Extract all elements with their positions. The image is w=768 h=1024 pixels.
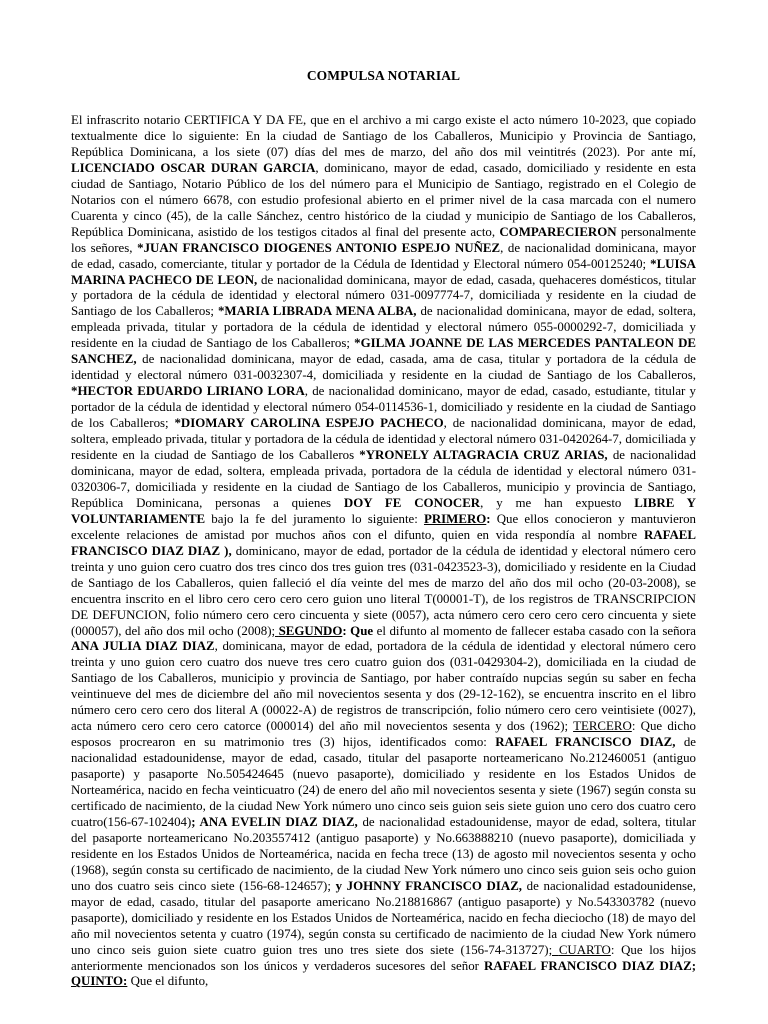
text-run: , de nacionalidad dominicano, mayor de edad, casado, estudiante, titular y portador de la cédula de identidad y electoral número 054-0114536-1, domiciliado y residente en la ciudad de Santiago de los Caballeros; xyxy=(71,384,697,431)
text-run: , y me han expuesto xyxy=(480,495,635,510)
emphasized-text-run: : Que xyxy=(342,623,374,638)
emphasized-text-run: PRIMERO xyxy=(423,511,487,526)
emphasized-text-run: DOY FE CONOCER xyxy=(343,495,481,510)
emphasized-text-run: RAFAEL FRANCISCO DIAZ, xyxy=(495,735,676,750)
emphasized-text-run: LIBRE Y VOLUNTARIAMENTE xyxy=(71,495,696,526)
text-run: Que el difunto, xyxy=(127,974,209,989)
emphasized-text-run: RAFAEL FRANCISCO DIAZ DIAZ; xyxy=(484,958,696,973)
emphasized-text-run: *MARIA LIBRADA MENA ALBA, xyxy=(217,304,417,319)
emphasized-text-run: *GILMA JOANNE DE LAS MERCEDES PANTALEON DE SANCHEZ, xyxy=(71,336,696,367)
text-run: , de nacionalidad dominicana, mayor de edad, casado, comerciante, titular y portador de la Cédula de Identidad y Electoral número 054-00125240; xyxy=(71,240,697,271)
emphasized-text-run: ; ANA EVELIN DIAZ DIAZ, xyxy=(191,814,358,829)
text-run: de nacionalidad dominicana, mayor de edad, casada, quehaceres domésticos, titular y portadora de la cédula de identidad y electoral número 031-0097774-7, domiciliada y residente en la ciudad de Santiago de los Caballeros; xyxy=(71,272,696,319)
text-run: de nacionalidad dominicana, mayor de edad, soltera, empleada privada, titular y portadora de la cédula de identidad y electoral número 055-0000292-7, domiciliada y residente en la ciudad de Santiago de los Caballeros; xyxy=(71,304,696,351)
text-run: de nacionalidad estadounidense, mayor de edad, casado, titular del pasaporte americano No.218816867 (antiguo pasaporte) y No.543303782 (nuevo pasaporte), domiciliado y residente en los Estados Unidos de Norteamérica, nacido en fecha dieciocho (18) de mayo del año mil novecientos setenta y cuatro (1974), según consta su certificado de nacimiento de la ciudad New York número uno cinco seis guion siete cuatro guion tres uno tres siete dos siete (156-74-313727) xyxy=(71,878,696,957)
text-run: de nacionalidad estadounidense, mayor de edad, soltera, titular del pasaporte norteamericano No.203557412 (antiguo pasaporte) y No.663888210 (nuevo pasaporte), domiciliada y residente en los Estados Unidos de Norteamérica, nacida en fecha trece (13) de agosto mil novecientos sesenta y ocho (1968), según consta su certificado de nacimiento, de la ciudad New York número uno cinco seis guion seis ocho guion uno dos cuatro seis cinco siete (156-68-124657); xyxy=(71,814,696,893)
text-run: de nacionalidad estadounidense, mayor de edad, casado, titular del pasaporte norteamericano No.212460051 (antiguo pasaporte) y pasaporte No.505424645 (nuevo pasaporte), domiciliado y residente en los Estados Unidos de Norteamérica, nacido en fecha veinticuatro (24) de enero del año mil novecientos sesenta y siete (1967) según consta su certificado de nacimiento, de la ciudad New York número uno cinco seis guion seis siete guion uno cero dos cuatro cero cuatro(156-67-102404) xyxy=(71,735,697,829)
text-run: personalmente los señores, xyxy=(71,224,696,255)
text-run: , dominicano, mayor de edad, casado, domiciliado y residente en esta ciudad de Santiago, Notario Público de los del número para el Municipio de Santiago, registrado en el Colegio de Notarios con el número 6678, con estudio profesional abierto en el primer nivel de la casa marcada con el numero Cuarenta y cinco (45), de la calle Sánchez, centro histórico de la ciudad y municipio de Santiago de los Caballeros, República Dominicana, asistido de los testigos citados al final del presente acto, xyxy=(71,160,696,239)
emphasized-text-run: *DIOMARY CAROLINA ESPEJO PACHECO xyxy=(174,416,444,431)
emphasized-text-run: *JUAN FRANCISCO DIOGENES ANTONIO ESPEJO NUÑEZ xyxy=(137,240,501,255)
emphasized-text-run: ; xyxy=(271,623,279,638)
emphasized-text-run: *YRONELY ALTAGRACIA CRUZ ARIAS, xyxy=(359,448,608,463)
emphasized-text-run: CUARTO xyxy=(558,942,611,957)
emphasized-text-run: *LUISA MARINA PACHECO DE LEON, xyxy=(71,256,696,287)
emphasized-text-run: ANA JULIA DIAZ DIAZ xyxy=(71,639,215,654)
text-run: , dominicana, mayor de edad, portadora de la cédula de identidad y electoral número cero treinta y uno guion cero cuatro dos nueve tres cero cuatro guion dos (031-0429304-2), domiciliada en la ciudad de Santiago de los Caballeros, municipio y provincia de Santiago, por haber contraído nupcias según su saber en fecha veintinueve del mes de diciembre del año mil novecientos sesenta y dos (29-12-162), se encuentra inscrito en el libro número cero cero cero dos literal A (00022-A) de registros de transcripción, folio número cero cero veintisiete (0027), acta número cero cero cero catorce (000014) del año mil novecientos sesenta y dos (1962); xyxy=(71,639,696,734)
text-run: dominicano, mayor de edad, portador de la cédula de identidad y electoral número cero treinta y uno guion cero cuatro dos tres cinco dos tres guion tres (031-0423523-3), domiciliado y residente en la Ciudad de Santiago de los Caballeros, quien falleció el día veinte del mes de marzo del año dos mil ocho (20-03-2008), se encuentra inscrito en el libro cero cero cero cero guion uno literal T(00001-T), de los registros de TRANSCRIPCION DE DEFUNCION, folio número cero cero cincuenta y siete (0057), acta número cero cero cero cero cincuenta y siete (000057), del año dos mil ocho (2008) xyxy=(71,543,696,638)
text-run: de nacionalidad dominicana, mayor de edad, soltera, empleada privada, portadora de la cédula de identidad y electoral número 031-0320306-7, domiciliada y residente en la ciudad de Santiago de los Caballeros, municipio y provincia de Santiago, República Dominicana, personas a quienes xyxy=(71,448,696,510)
emphasized-text-run: RAFAEL FRANCISCO DIAZ DIAZ ), xyxy=(71,527,696,558)
text-run: bajo la fe del juramento lo siguiente: xyxy=(205,511,424,526)
emphasized-text-run: TERCERO xyxy=(573,719,632,734)
emphasized-text-run: ; xyxy=(548,942,559,957)
text-run: Que ellos conocieron y mantuvieron excelente relaciones de amistad por muchos años con el difunto, quien en vida respondía al nombre xyxy=(71,511,696,542)
text-run: de nacionalidad dominicana, mayor de edad, casada, ama de casa, titular y portadora de la cédula de identidad y electoral número 031-0032307-4, domiciliada y residente en la ciudad de Santiago de los Caballeros, xyxy=(71,352,696,383)
text-run: : Que los hijos anteriormente mencionados son los únicos y verdaderos sucesores del señor xyxy=(71,942,696,973)
emphasized-text-run: : xyxy=(486,511,497,526)
emphasized-text-run: SEGUNDO xyxy=(278,623,343,638)
document-title: COMPULSA NOTARIAL xyxy=(306,68,461,83)
emphasized-text-run: *HECTOR EDUARDO LIRIANO LORA xyxy=(71,384,305,399)
text-run: : Que dicho esposos procrearon en su matrimonio tres (3) hijos, identificados como: xyxy=(71,719,696,750)
emphasized-text-run: LICENCIADO OSCAR DURAN GARCIA xyxy=(71,160,316,175)
emphasized-text-run: COMPARECIERON xyxy=(499,224,617,239)
emphasized-text-run: QUINTO: xyxy=(71,974,128,989)
text-run: , de nacionalidad dominicana, mayor de edad, soltera, empleado privada, titular y portadora de la cédula de identidad y electoral número 031-0420264-7, domiciliada y residente en la ciudad de Santiago de los Caballeros xyxy=(71,416,696,463)
document-body xyxy=(71,113,696,990)
emphasized-text-run: y JOHNNY FRANCISCO DIAZ, xyxy=(335,878,523,893)
text-run: El infrascrito notario CERTIFICA Y DA FE, que en el archivo a mi cargo existe el acto número 10-2023, que copiado textualmente dice lo siguiente: En la ciudad de Santiago de los Caballeros, Municipio y Provincia de Santiago, República Dominicana, a los siete (07) días del mes de marzo, del año dos mil veintitrés (2023). Por ante mí, xyxy=(71,113,696,159)
text-run: el difunto al momento de fallecer estaba casado con la señora xyxy=(373,623,696,638)
